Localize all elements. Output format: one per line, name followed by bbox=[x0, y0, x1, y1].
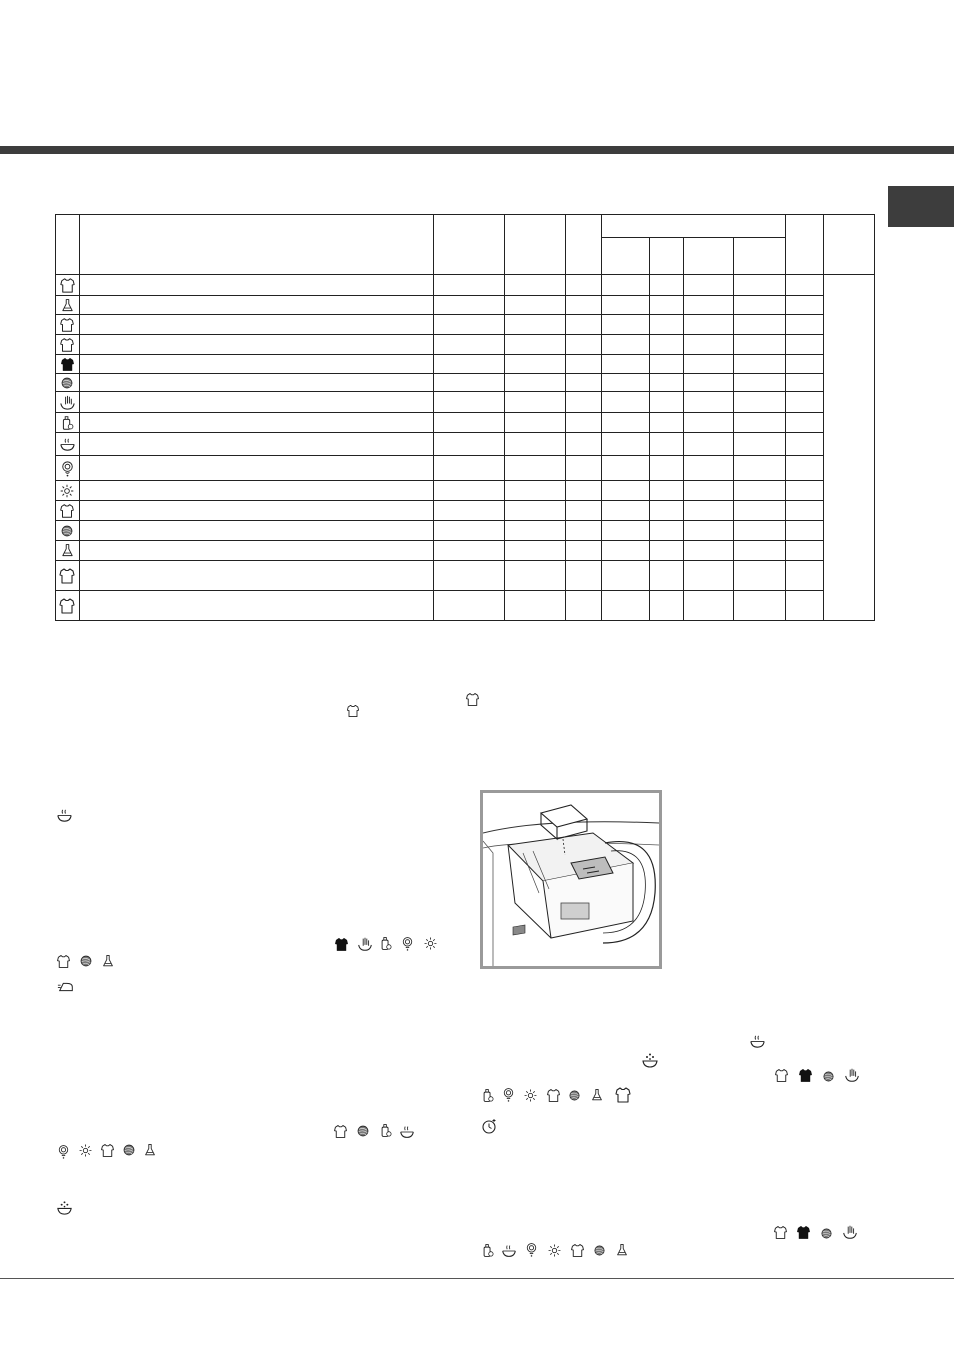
shirt-sun-icon bbox=[569, 1242, 586, 1259]
shirt-icon bbox=[57, 315, 77, 334]
shirt-hand-icon bbox=[57, 335, 77, 354]
flask-sun-icon bbox=[57, 541, 77, 560]
detergent-drawer-illustration bbox=[480, 790, 662, 969]
wool-sun-icon bbox=[57, 521, 77, 540]
cotton-40-shirt-icon bbox=[345, 703, 361, 719]
basin-steam-icon bbox=[398, 1123, 416, 1141]
dark-shirt-icon bbox=[797, 1067, 814, 1084]
spiral-drop-icon bbox=[399, 934, 416, 953]
bottle-star-icon bbox=[479, 1087, 496, 1104]
wool-ball-icon bbox=[57, 374, 77, 391]
basin-bubbles-icon bbox=[55, 1198, 74, 1217]
bottle-star-icon bbox=[479, 1242, 496, 1259]
wool-ball-icon bbox=[819, 1226, 834, 1241]
iron-icon bbox=[55, 978, 77, 996]
cotton-90-p-shirt-icon bbox=[57, 561, 77, 590]
bottle-star-icon bbox=[57, 413, 77, 432]
shirt-sun-icon bbox=[55, 953, 72, 970]
basin-steam-icon bbox=[55, 806, 74, 825]
flask-sun-icon bbox=[100, 953, 116, 969]
wool-ball-icon bbox=[821, 1069, 836, 1084]
cotton-60-shirt-icon bbox=[464, 691, 481, 708]
basin-sun-icon bbox=[77, 1142, 94, 1159]
hand-wash-basin-icon bbox=[841, 1223, 859, 1241]
wool-sun-icon bbox=[567, 1088, 582, 1103]
wool-sun-icon bbox=[78, 953, 94, 969]
shirt-sun-icon bbox=[57, 501, 77, 520]
dark-shirt-icon bbox=[795, 1224, 812, 1241]
cotton-40-shirt-icon bbox=[57, 275, 77, 295]
shirt-sun-icon bbox=[545, 1087, 562, 1104]
flask-sun-icon bbox=[614, 1242, 630, 1258]
bottle-star-icon bbox=[377, 935, 394, 952]
cotton-60-shirt-icon bbox=[57, 591, 77, 620]
basin-sun-icon bbox=[522, 1087, 539, 1104]
flask-icon bbox=[57, 296, 77, 314]
flask-sun-icon bbox=[142, 1142, 158, 1158]
cotton-90-p-shirt-icon bbox=[612, 1085, 634, 1105]
spiral-drop-icon bbox=[500, 1085, 517, 1104]
flask-sun-icon bbox=[589, 1087, 605, 1103]
shirt-icon bbox=[772, 1224, 789, 1241]
bottle-star-icon bbox=[377, 1122, 394, 1139]
header-rule bbox=[0, 146, 954, 154]
shirt-sun-icon bbox=[99, 1142, 116, 1159]
footer-rule bbox=[0, 1278, 954, 1279]
spiral-drop-icon bbox=[523, 1240, 540, 1259]
basin-steam-icon bbox=[500, 1242, 518, 1260]
wool-ball-icon bbox=[355, 1123, 371, 1139]
basin-steam-icon bbox=[748, 1032, 767, 1051]
basin-sun-icon bbox=[57, 481, 77, 500]
basin-sun-icon bbox=[422, 935, 439, 952]
shirt-sun-icon bbox=[332, 1123, 349, 1140]
hand-wash-basin-icon bbox=[57, 392, 77, 412]
basin-bubbles-icon bbox=[640, 1050, 660, 1070]
shirt-icon bbox=[773, 1067, 790, 1084]
dark-shirt-icon bbox=[57, 355, 77, 373]
wool-sun-icon bbox=[121, 1142, 137, 1158]
spiral-drop-icon bbox=[55, 1142, 72, 1161]
hand-wash-basin-icon bbox=[843, 1066, 861, 1084]
wool-sun-icon bbox=[592, 1243, 607, 1258]
language-tab bbox=[888, 186, 954, 227]
timer-icon bbox=[479, 1116, 499, 1136]
basin-sun-icon bbox=[546, 1242, 563, 1259]
dark-shirt-icon bbox=[333, 936, 350, 953]
hand-wash-basin-icon bbox=[356, 935, 374, 953]
basin-steam-icon bbox=[57, 433, 77, 455]
spiral-drop-icon bbox=[57, 456, 77, 480]
